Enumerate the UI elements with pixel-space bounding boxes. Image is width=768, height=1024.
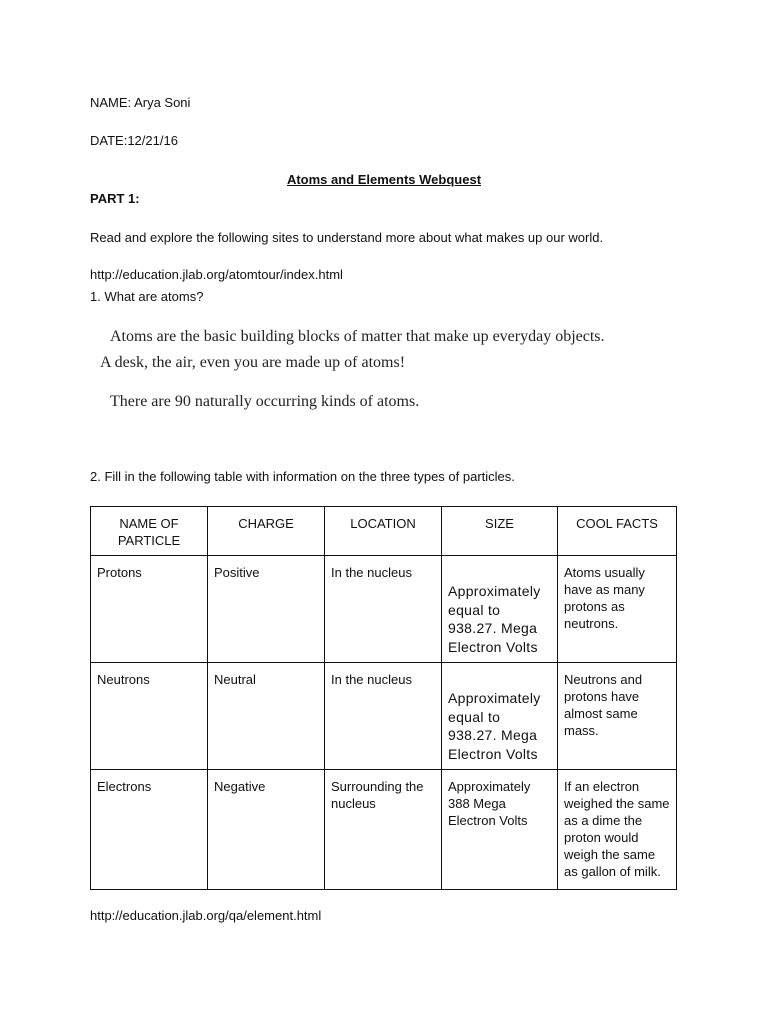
cell-size: Approximately equal to 938.27. Mega Electron Volts: [442, 663, 558, 770]
table-header-row: [91, 507, 677, 556]
date-line: DATE:12/21/16: [90, 133, 178, 148]
table-row: [91, 663, 677, 770]
cell-cool-fact: If an electron weighed the same as a dime the proton would weigh the same as gallon of milk.: [558, 770, 677, 890]
cell-size: Approximately equal to 938.27. Mega Electron Volts: [442, 556, 558, 663]
element-link[interactable]: http://education.jlab.org/qa/element.html: [90, 908, 322, 923]
particles-table: [90, 506, 677, 890]
header-size: SIZE: [442, 507, 558, 556]
header-cool-facts: COOL FACTS: [558, 507, 677, 556]
cell-charge: Positive: [208, 556, 325, 663]
header-charge: CHARGE: [208, 507, 325, 556]
header-location: LOCATION: [325, 507, 442, 556]
cell-charge: Neutral: [208, 663, 325, 770]
cell-name: Electrons: [91, 770, 208, 890]
cell-charge: Negative: [208, 770, 325, 890]
atomtour-link[interactable]: http://education.jlab.org/atomtour/index.html: [90, 267, 343, 282]
header-name: NAME OF PARTICLE: [91, 507, 208, 556]
cell-name: Protons: [91, 556, 208, 663]
question-2: 2. Fill in the following table with information on the three types of particles.: [90, 469, 515, 484]
intro-text: Read and explore the following sites to understand more about what makes up our world.: [90, 230, 604, 245]
cell-cool-fact: Atoms usually have as many protons as neutrons.: [558, 556, 677, 663]
student-name: NAME: Arya Soni: [90, 95, 191, 110]
answer-line-2: A desk, the air, even you are made up of atoms!: [100, 354, 406, 371]
cell-size: Approximately 388 Mega Electron Volts: [442, 770, 558, 890]
table-row: [91, 770, 677, 890]
answer-line-1: Atoms are the basic building blocks of matter that make up everyday objects.: [110, 328, 605, 345]
cell-location: Surrounding the nucleus: [325, 770, 442, 890]
cell-location: In the nucleus: [325, 663, 442, 770]
part-heading: PART 1:: [90, 191, 140, 206]
table-row: [91, 556, 677, 663]
cell-cool-fact: Neutrons and protons have almost same mass.: [558, 663, 677, 770]
cell-location: In the nucleus: [325, 556, 442, 663]
question-1: 1. What are atoms?: [90, 289, 204, 304]
page-title: Atoms and Elements Webquest: [286, 172, 482, 187]
answer-line-3: There are 90 naturally occurring kinds of atoms.: [110, 393, 420, 410]
cell-name: Neutrons: [91, 663, 208, 770]
